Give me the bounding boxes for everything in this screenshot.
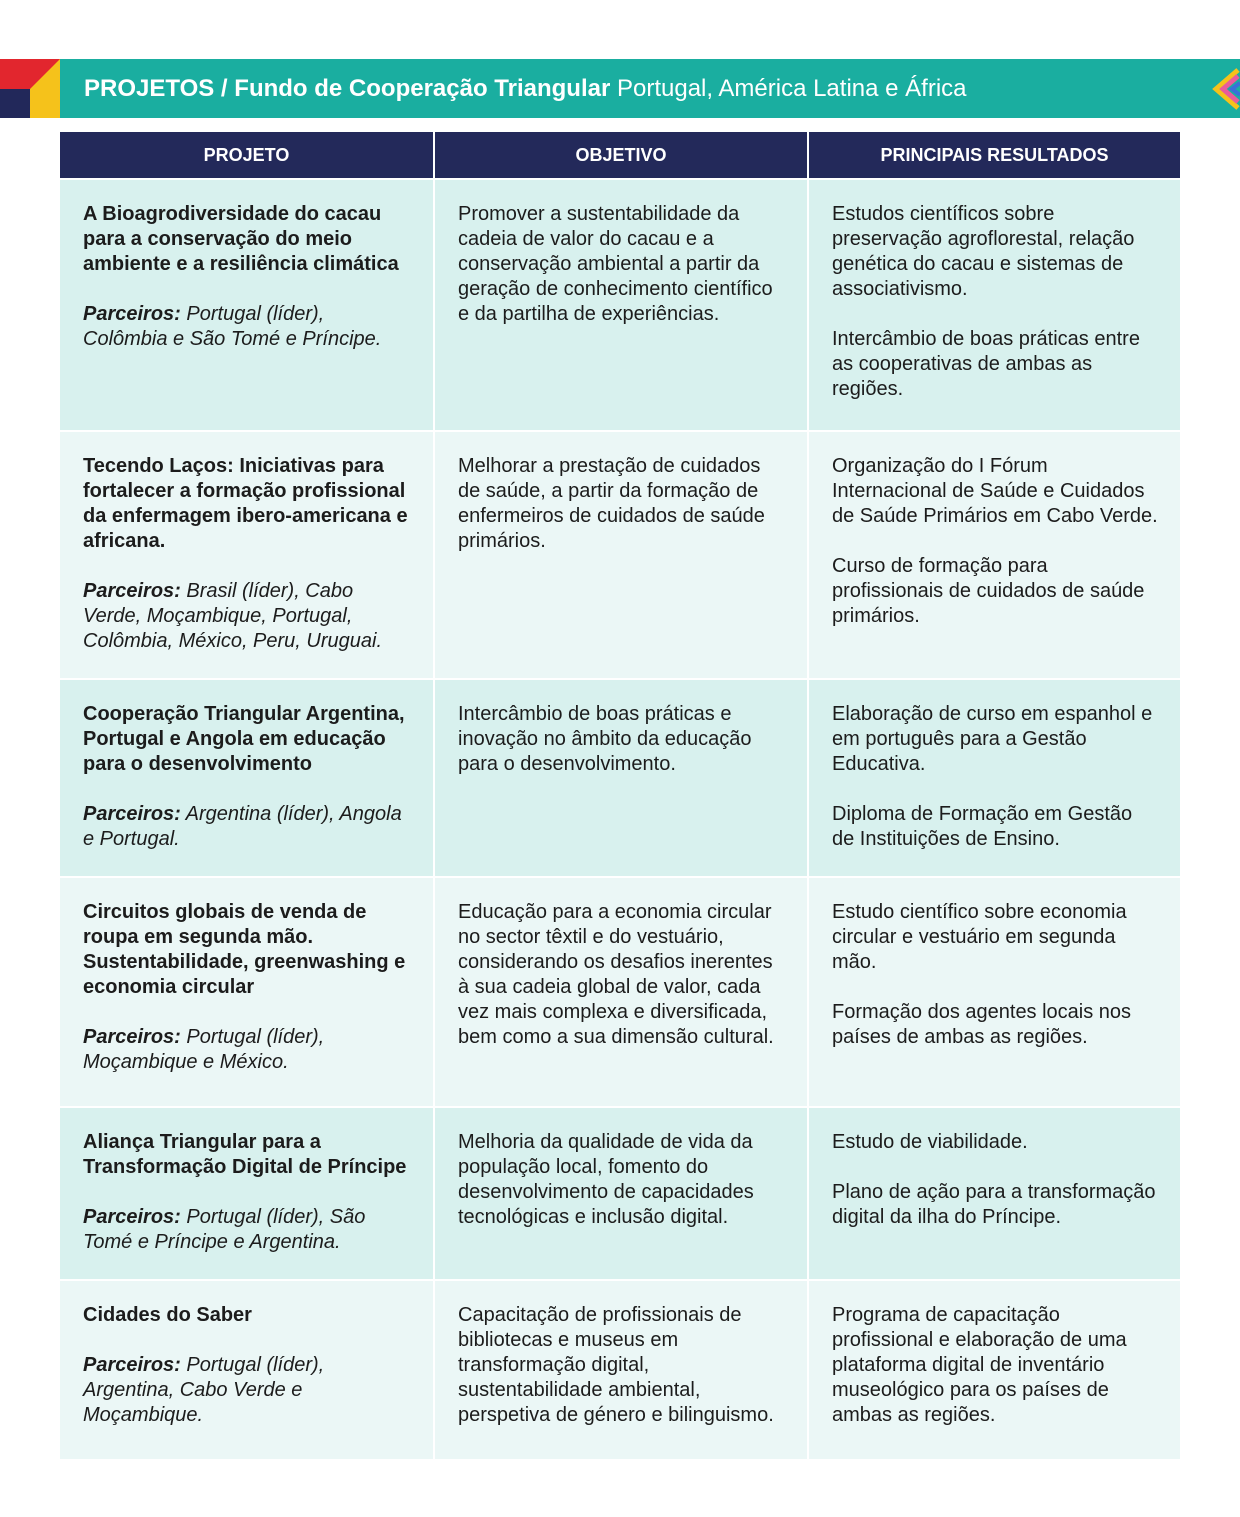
project-cell	[60, 1281, 433, 1459]
partners-list: Portugal (líder), São Tomé e Príncipe e Argentina.	[83, 1206, 366, 1253]
table-row	[60, 1106, 1180, 1279]
objective-text: Melhoria da qualidade de vida da população local, fomento do desenvolvimento de capacidades tecnológicas e inclusão digital.	[458, 1131, 754, 1228]
project-cell	[60, 180, 433, 430]
results-cell	[807, 1108, 1180, 1279]
project-partners	[83, 802, 411, 852]
page-title	[84, 59, 967, 118]
project-partners	[83, 1353, 411, 1428]
header-projeto: PROJETO	[60, 132, 433, 178]
project-name: Cooperação Triangular Argentina, Portugal e Angola em educação para o desenvolvimento	[83, 703, 405, 775]
fund-name: Fundo de Cooperação Triangular	[234, 75, 611, 102]
objective-cell	[433, 1281, 807, 1459]
results-cell	[807, 180, 1180, 430]
result-item: Diploma de Formação em Gestão de Instituições de Ensino.	[832, 803, 1133, 850]
objective-cell	[433, 432, 807, 678]
partners-label: Parceiros:	[83, 1206, 181, 1228]
result-item: Estudo científico sobre economia circular e vestuário em segunda mão.	[832, 901, 1127, 973]
partners-list: Portugal (líder), Moçambique e México.	[83, 1026, 325, 1073]
project-name: Tecendo Laços: Iniciativas para fortalecer a formação profissional da enfermagem ibero-americana e africana.	[83, 455, 408, 552]
project-name: Aliança Triangular para a Transformação Digital de Príncipe	[83, 1131, 407, 1178]
results-cell	[807, 1281, 1180, 1459]
project-name: Circuitos globais de venda de roupa em segunda mão. Sustentabilidade, greenwashing e economia circular	[83, 901, 406, 998]
regions-label: Portugal, América Latina e África	[610, 75, 967, 102]
brand-logo-icon	[0, 59, 60, 118]
partners-list: Portugal (líder), Colômbia e São Tomé e Príncipe.	[83, 303, 382, 350]
project-partners	[83, 302, 411, 352]
project-name: Cidades do Saber	[83, 1304, 252, 1326]
objective-cell	[433, 180, 807, 430]
project-cell	[60, 432, 433, 678]
result-item: Organização do I Fórum Internacional de Saúde e Cuidados de Saúde Primários em Cabo Verde.	[832, 455, 1158, 527]
table-row	[60, 1279, 1180, 1459]
objective-cell	[433, 878, 807, 1106]
project-partners	[83, 579, 411, 654]
header-objetivo: OBJETIVO	[433, 132, 807, 178]
projects-table	[60, 132, 1180, 1459]
partners-list: Portugal (líder), Argentina, Cabo Verde e Moçambique.	[83, 1354, 325, 1426]
partners-list: Argentina (líder), Angola e Portugal.	[83, 803, 402, 850]
header-resultados: PRINCIPAIS RESULTADOS	[807, 132, 1180, 178]
table-row	[60, 876, 1180, 1106]
title-separator: /	[214, 75, 235, 102]
results-cell	[807, 432, 1180, 678]
project-cell	[60, 1108, 433, 1279]
result-item: Plano de ação para a transformação digital da ilha do Príncipe.	[832, 1181, 1156, 1228]
result-item: Curso de formação para profissionais de cuidados de saúde primários.	[832, 555, 1145, 627]
corner-chevron-icon	[1210, 66, 1240, 112]
result-item: Intercâmbio de boas práticas entre as cooperativas de ambas as regiões.	[832, 328, 1140, 400]
objective-text: Intercâmbio de boas práticas e inovação no âmbito da educação para o desenvolvimento.	[458, 703, 752, 775]
partners-label: Parceiros:	[83, 803, 181, 825]
result-item: Formação dos agentes locais nos países de ambas as regiões.	[832, 1001, 1132, 1048]
project-cell	[60, 680, 433, 876]
project-cell	[60, 878, 433, 1106]
objective-text: Promover a sustentabilidade da cadeia de valor do cacau e a conservação ambiental a partir da geração de conhecimento científico e da partilha de experiências.	[458, 203, 773, 325]
objective-text: Educação para a economia circular no sector têxtil e do vestuário, considerando os desafios inerentes à sua cadeia global de valor, cada vez mais complexa e diversificada, bem como a sua dimensão cultural.	[458, 901, 774, 1048]
table-row	[60, 178, 1180, 430]
partners-label: Parceiros:	[83, 1026, 181, 1048]
project-name: A Bioagrodiversidade do cacau para a conservação do meio ambiente e a resiliência climática	[83, 203, 399, 275]
partners-label: Parceiros:	[83, 1354, 181, 1376]
results-cell	[807, 878, 1180, 1106]
objective-text: Capacitação de profissionais de bibliotecas e museus em transformação digital, sustentabilidade ambiental, perspetiva de género e bilinguismo.	[458, 1304, 774, 1426]
result-item: Estudos científicos sobre preservação agroflorestal, relação genética do cacau e sistemas de associativismo.	[832, 203, 1135, 300]
partners-label: Parceiros:	[83, 303, 181, 325]
partners-label: Parceiros:	[83, 580, 181, 602]
project-partners	[83, 1025, 411, 1075]
result-item: Estudo de viabilidade.	[832, 1131, 1028, 1153]
section-label: PROJETOS	[84, 75, 215, 102]
results-cell	[807, 680, 1180, 876]
partners-list: Brasil (líder), Cabo Verde, Moçambique, Portugal, Colômbia, México, Peru, Uruguai.	[83, 580, 383, 652]
result-item: Programa de capacitação profissional e elaboração de uma plataforma digital de inventário museológico para os países de ambas as regiões.	[832, 1304, 1127, 1426]
table-row	[60, 430, 1180, 678]
project-partners	[83, 1205, 411, 1255]
table-header	[60, 132, 1180, 178]
objective-cell	[433, 680, 807, 876]
table-row	[60, 678, 1180, 876]
objective-text: Melhorar a prestação de cuidados de saúde, a partir da formação de enfermeiros de cuidados de saúde primários.	[458, 455, 765, 552]
objective-cell	[433, 1108, 807, 1279]
result-item: Elaboração de curso em espanhol e em português para a Gestão Educativa.	[832, 703, 1153, 775]
